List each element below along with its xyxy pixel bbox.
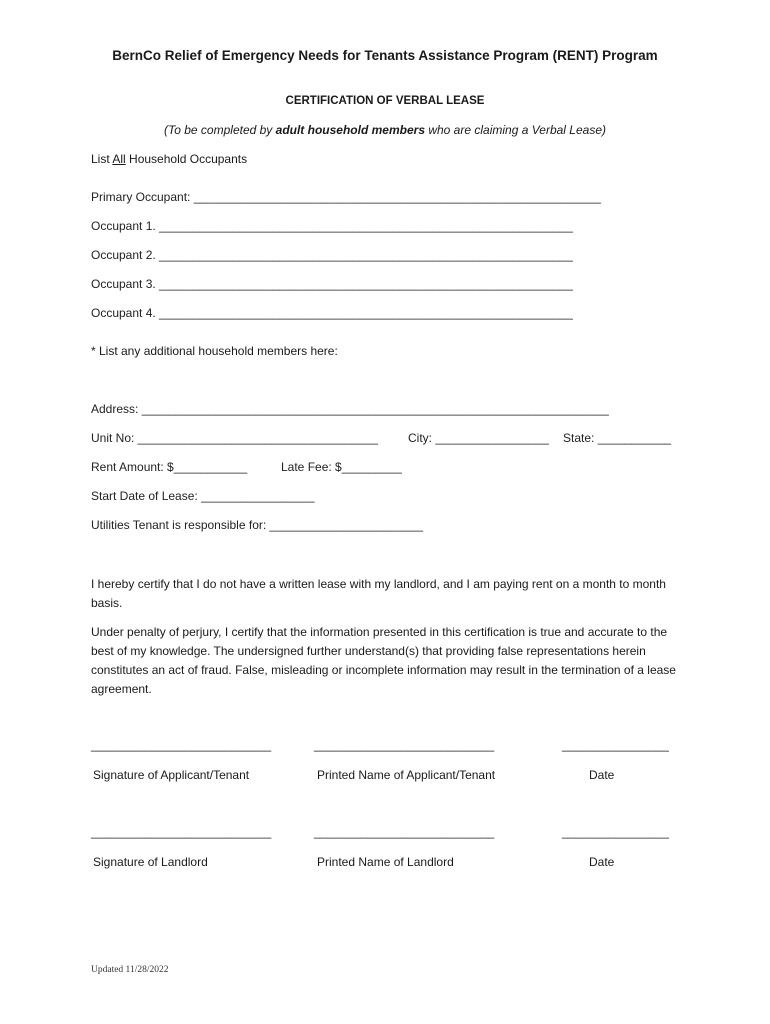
landlord-name-label: Printed Name of Landlord bbox=[317, 855, 454, 869]
start-date-field[interactable]: Start Date of Lease: _________________ bbox=[91, 489, 315, 503]
state-field[interactable]: State: ___________ bbox=[563, 431, 672, 445]
address-field[interactable]: Address: ______________________________________________________________________ bbox=[91, 402, 609, 416]
form-title: BernCo Relief of Emergency Needs for Tenants Assistance Program (RENT) Program bbox=[112, 48, 658, 63]
tenant-date-label: Date bbox=[589, 768, 615, 782]
occupant-2-field[interactable]: Occupant 2. ______________________________________________________________ bbox=[91, 248, 573, 262]
occupant-3-field[interactable]: Occupant 3. ______________________________________________________________ bbox=[91, 277, 573, 291]
updated-footer: Updated 11/28/2022 bbox=[91, 965, 169, 975]
utilities-field[interactable]: Utilities Tenant is responsible for: _______________________ bbox=[91, 518, 424, 532]
late-fee-field[interactable]: Late Fee: $_________ bbox=[281, 460, 402, 474]
primary-occupant-field[interactable]: Primary Occupant: _____________________________________________________________ bbox=[91, 190, 601, 204]
tenant-name-label: Printed Name of Applicant/Tenant bbox=[317, 768, 496, 782]
landlord-signature-label: Signature of Landlord bbox=[93, 855, 208, 869]
landlord-name-line[interactable]: ___________________________ bbox=[314, 825, 495, 839]
occupants-heading: List All Household Occupants bbox=[91, 152, 248, 166]
all-underlined: All bbox=[112, 152, 126, 166]
landlord-signature-line[interactable]: ___________________________ bbox=[91, 825, 272, 839]
rent-amount-field[interactable]: Rent Amount: $___________ bbox=[91, 460, 248, 474]
city-field[interactable]: City: _________________ bbox=[408, 431, 549, 445]
unit-no-field[interactable]: Unit No: ____________________________________ bbox=[91, 431, 378, 445]
instruction-emphasis: adult household members bbox=[275, 123, 425, 137]
tenant-name-line[interactable]: ___________________________ bbox=[314, 738, 495, 752]
form-subtitle: CERTIFICATION OF VERBAL LEASE bbox=[285, 95, 485, 107]
landlord-date-line[interactable]: ________________ bbox=[562, 825, 669, 839]
occupant-4-field[interactable]: Occupant 4. ______________________________________________________________ bbox=[91, 306, 573, 320]
perjury-paragraph: Under penalty of perjury, I certify that the information presented in this certification is true and accurate to the best of my knowledge. The undersigned further understand(s) that providing false representations herein constitutes an act of fraud. False, misleading or incomplete information may result in the termination of a lease agreement. bbox=[91, 625, 676, 696]
form-instruction: (To be completed by adult household members who are claiming a Verbal Lease) bbox=[164, 123, 606, 137]
tenant-date-line[interactable]: ________________ bbox=[562, 738, 669, 752]
additional-members-label: * List any additional household members here: bbox=[91, 344, 338, 358]
tenant-signature-line[interactable]: ___________________________ bbox=[91, 738, 272, 752]
tenant-signature-label: Signature of Applicant/Tenant bbox=[93, 768, 250, 782]
occupant-1-field[interactable]: Occupant 1. ______________________________________________________________ bbox=[91, 219, 573, 233]
certify-paragraph: I hereby certify that I do not have a written lease with my landlord, and I am paying rent on a month to month basis. bbox=[91, 577, 666, 610]
landlord-date-label: Date bbox=[589, 855, 615, 869]
